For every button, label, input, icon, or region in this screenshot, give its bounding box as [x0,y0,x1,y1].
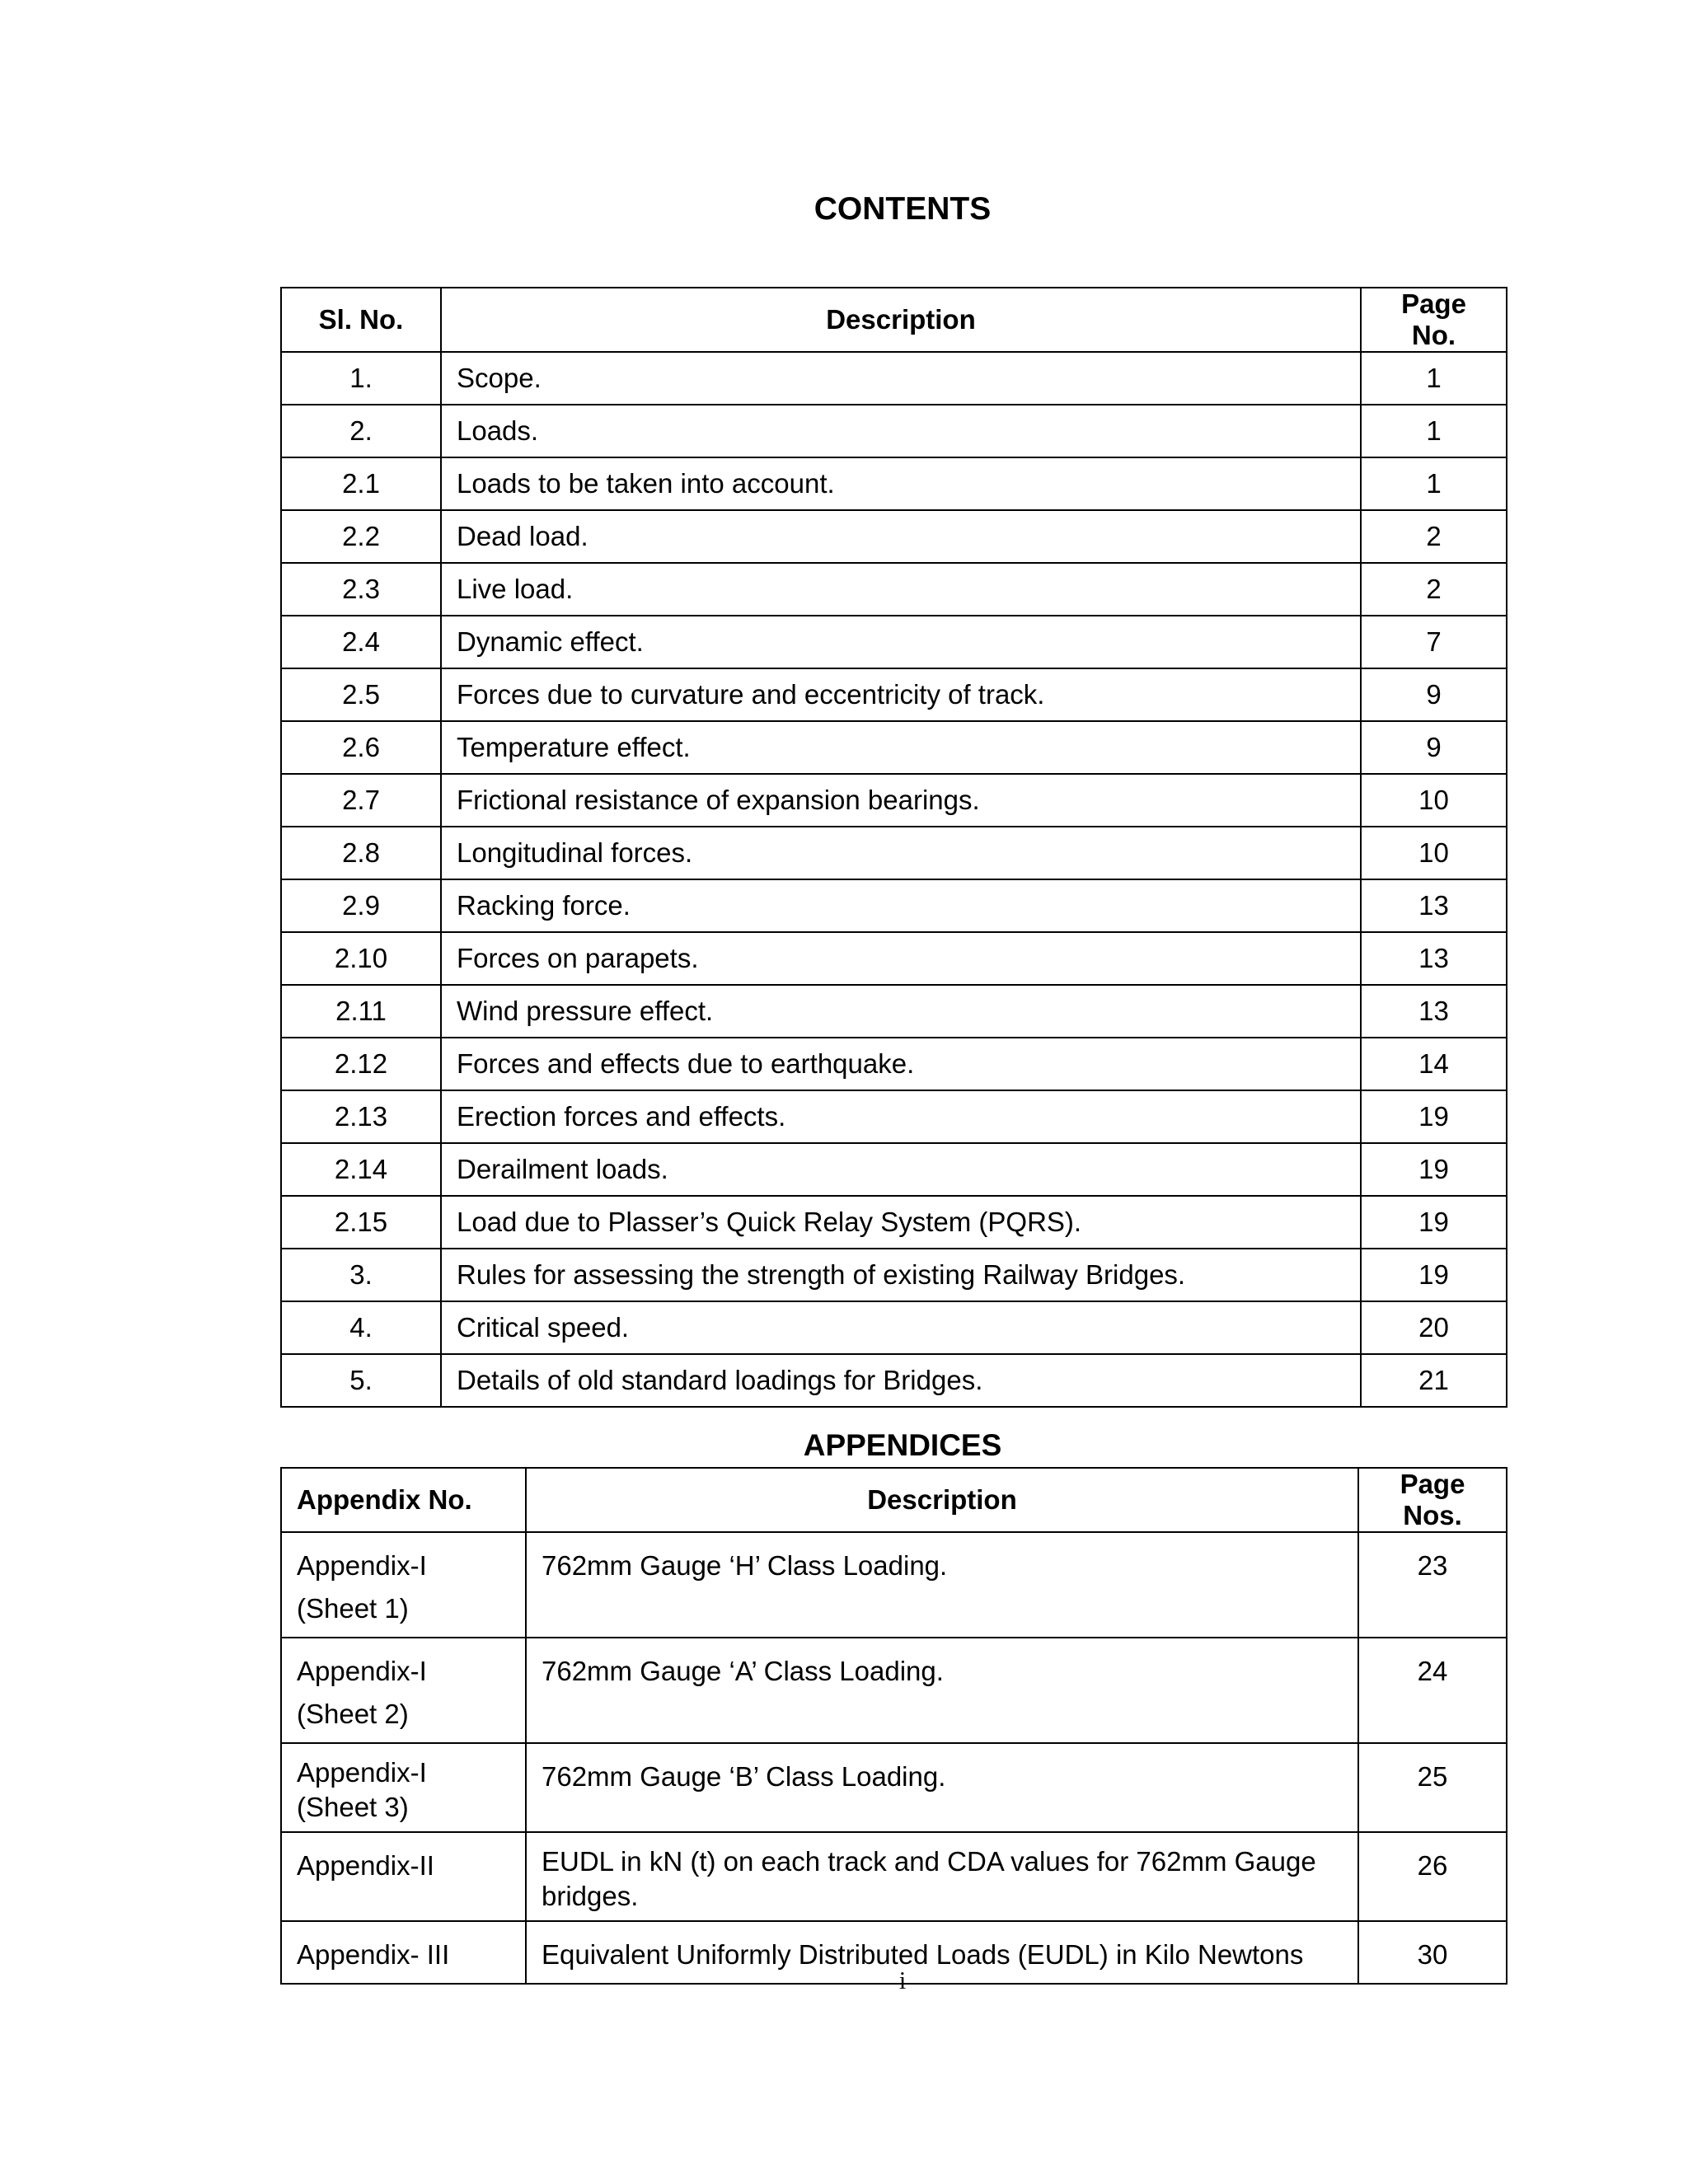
description-cell: Frictional resistance of expansion bearings. [441,774,1361,827]
table-row [281,879,1507,932]
appendices-table [280,1467,1507,1985]
sl-no-cell: 2.4 [281,616,441,668]
table-row [281,1532,1507,1638]
table-row [281,510,1507,563]
description-cell: 762mm Gauge ‘B’ Class Loading. [526,1743,1358,1832]
description-cell: Racking force. [441,879,1361,932]
page-no-cell: 10 [1361,827,1507,879]
page-no-cell: 19 [1361,1249,1507,1301]
table-row [281,1301,1507,1354]
description-cell: Dead load. [441,510,1361,563]
column-header-description: Description [526,1468,1358,1532]
page-no-cell: 10 [1361,774,1507,827]
table-row [281,1038,1507,1090]
appendix-sheet-line: (Sheet 2) [297,1699,409,1729]
column-header-page-no: Page No. [1361,288,1507,352]
description-cell: Temperature effect. [441,721,1361,774]
sl-no-cell: 2.7 [281,774,441,827]
description-cell: Details of old standard loadings for Bridges. [441,1354,1361,1407]
appendices-title: APPENDICES [803,1428,1002,1462]
description-cell: 762mm Gauge ‘H’ Class Loading. [526,1532,1358,1638]
description-cell: EUDL in kN (t) on each track and CDA values for 762mm Gauge bridges. [526,1832,1358,1921]
page-nos-cell: 25 [1358,1743,1507,1832]
table-row [281,405,1507,457]
page-no-cell: 2 [1361,563,1507,616]
page-no-cell: 14 [1361,1038,1507,1090]
description-cell: Erection forces and effects. [441,1090,1361,1143]
column-header-description: Description [441,288,1361,352]
appendix-no-cell [281,1638,526,1743]
description-cell: Forces due to curvature and eccentricity of track. [441,668,1361,721]
page-no-cell: 2 [1361,510,1507,563]
sl-no-cell: 4. [281,1301,441,1354]
table-row [281,352,1507,405]
appendix-no-line: Appendix-I [297,1757,427,1788]
sl-no-cell: 2.12 [281,1038,441,1090]
page-no-cell: 1 [1361,457,1507,510]
table-row [281,457,1507,510]
sl-no-cell: 3. [281,1249,441,1301]
table-row [281,1090,1507,1143]
table-header-row [281,1468,1507,1532]
page-no-cell: 13 [1361,932,1507,985]
appendix-no-cell [281,1743,526,1832]
appendix-sheet-line: (Sheet 1) [297,1593,409,1624]
table-header-row [281,288,1507,352]
description-cell: Derailment loads. [441,1143,1361,1196]
sl-no-cell: 2.9 [281,879,441,932]
sl-no-cell: 2.8 [281,827,441,879]
sl-no-cell: 2.14 [281,1143,441,1196]
sl-no-cell: 2.1 [281,457,441,510]
description-cell: 762mm Gauge ‘A’ Class Loading. [526,1638,1358,1743]
table-row [281,668,1507,721]
sl-no-cell: 2.10 [281,932,441,985]
page-no-cell: 19 [1361,1143,1507,1196]
page-no-cell: 19 [1361,1196,1507,1249]
table-row [281,563,1507,616]
sl-no-cell: 2.5 [281,668,441,721]
description-cell: Forces on parapets. [441,932,1361,985]
appendix-sheet-line: (Sheet 3) [297,1792,409,1822]
column-header-sl-no: Sl. No. [281,288,441,352]
description-cell: Equivalent Uniformly Distributed Loads (EUDL) in Kilo Newtons [526,1921,1358,1984]
appendix-no-line: Appendix-I [297,1550,427,1581]
table-row [281,721,1507,774]
table-row [281,827,1507,879]
description-cell: Loads. [441,405,1361,457]
table-row [281,1743,1507,1832]
sl-no-cell: 2.3 [281,563,441,616]
page-no-cell: 9 [1361,721,1507,774]
appendix-no-line: Appendix-I [297,1656,427,1686]
description-cell: Dynamic effect. [441,616,1361,668]
column-header-appendix-no: Appendix No. [281,1468,526,1532]
page-nos-cell: 24 [1358,1638,1507,1743]
page-title: CONTENTS [814,191,992,227]
page-no-cell: 13 [1361,985,1507,1038]
page-no-cell: 13 [1361,879,1507,932]
description-cell: Live load. [441,563,1361,616]
table-row [281,932,1507,985]
sl-no-cell: 2.15 [281,1196,441,1249]
table-row [281,774,1507,827]
appendix-no-line: Appendix-II [297,1850,434,1881]
sl-no-cell: 2.13 [281,1090,441,1143]
description-cell: Longitudinal forces. [441,827,1361,879]
appendix-no-cell [281,1532,526,1638]
sl-no-cell: 2.2 [281,510,441,563]
page-no-cell: 20 [1361,1301,1507,1354]
page-number: i [898,1966,907,1994]
table-row [281,616,1507,668]
description-cell: Rules for assessing the strength of existing Railway Bridges. [441,1249,1361,1301]
table-row [281,1638,1507,1743]
table-row [281,985,1507,1038]
description-cell: Scope. [441,352,1361,405]
table-row [281,1249,1507,1301]
appendix-no-cell [281,1832,526,1921]
description-cell: Wind pressure effect. [441,985,1361,1038]
page-no-cell: 1 [1361,405,1507,457]
page-nos-cell: 26 [1358,1832,1507,1921]
sl-no-cell: 1. [281,352,441,405]
sl-no-cell: 2.6 [281,721,441,774]
column-header-page-nos: Page Nos. [1358,1468,1507,1532]
sl-no-cell: 5. [281,1354,441,1407]
page-no-cell: 9 [1361,668,1507,721]
sl-no-cell: 2.11 [281,985,441,1038]
description-cell: Forces and effects due to earthquake. [441,1038,1361,1090]
page-no-cell: 21 [1361,1354,1507,1407]
page-no-cell: 1 [1361,352,1507,405]
table-row [281,1354,1507,1407]
page-nos-cell: 30 [1358,1921,1507,1984]
page-nos-cell: 23 [1358,1532,1507,1638]
sl-no-cell: 2. [281,405,441,457]
contents-table [280,287,1507,1408]
appendix-no-line: Appendix- III [297,1939,450,1970]
table-row [281,1196,1507,1249]
table-row [281,1832,1507,1921]
description-cell: Critical speed. [441,1301,1361,1354]
description-cell: Loads to be taken into account. [441,457,1361,510]
table-row [281,1143,1507,1196]
page-no-cell: 7 [1361,616,1507,668]
page-no-cell: 19 [1361,1090,1507,1143]
description-cell: Load due to Plasser’s Quick Relay System (PQRS). [441,1196,1361,1249]
